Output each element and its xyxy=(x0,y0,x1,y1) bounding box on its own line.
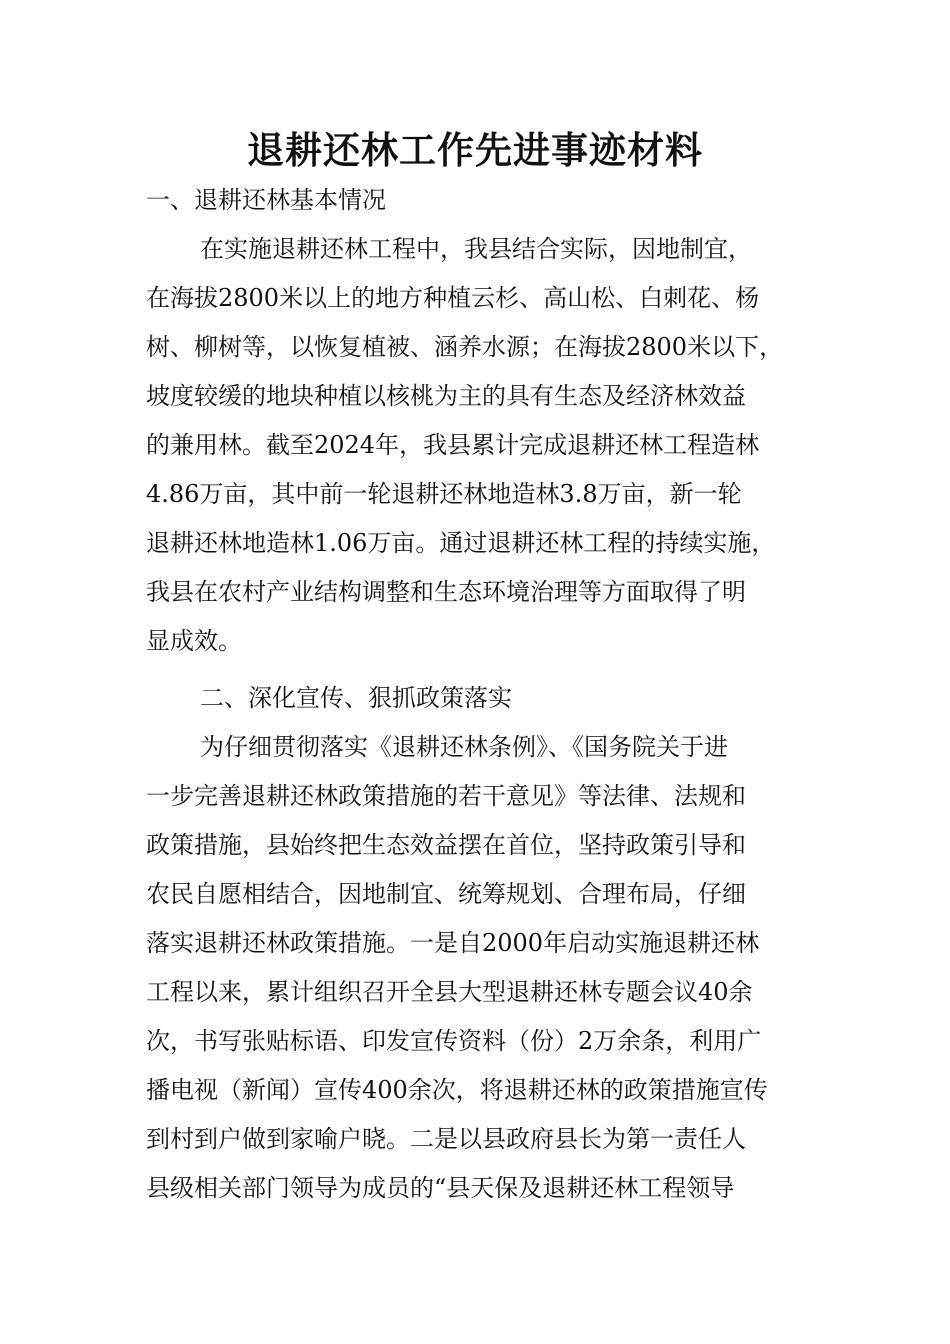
text-line: 退耕还林地造林1.06万亩。通过退耕还林工程的持续实施， xyxy=(146,529,776,557)
text-line: 县级相关部门领导为成员的“县天保及退耕还林工程领导 xyxy=(146,1174,735,1202)
text-line: 落实退耕还林政策措施。一是自2000年启动实施退耕还林 xyxy=(146,929,760,957)
text-line: 坡度较缓的地块种植以核桃为主的具有生态及经济林效益 xyxy=(146,382,746,410)
text-line: 播电视（新闻）宣传400余次，将退耕还林的政策措施宣传 xyxy=(146,1076,768,1104)
text-line: 的兼用林。截至2024年，我县累计完成退耕还林工程造林 xyxy=(146,431,760,459)
text-line: 为仔细贯彻落实《退耕还林条例》、《国务院关于进 xyxy=(200,733,728,761)
text-line: 4.86万亩，其中前一轮退耕还林地造林3.8万亩，新一轮 xyxy=(146,480,742,508)
section-heading-policy-implementation: 二、深化宣传、狠抓政策落实 xyxy=(200,684,512,712)
text-line: 次，书写张贴标语、印发宣传资料（份）2万余条，利用广 xyxy=(146,1027,762,1055)
text-line: 显成效。 xyxy=(146,627,242,655)
text-line: 到村到户做到家喻户晓。二是以县政府县长为第一责任人 xyxy=(146,1125,746,1153)
text-line: 在实施退耕还林工程中，我县结合实际，因地制宜， xyxy=(200,235,752,263)
text-line: 一步完善退耕还林政策措施的若干意见》等法律、法规和 xyxy=(146,782,746,810)
text-line: 在海拔2800米以上的地方种植云杉、高山松、白刺花、杨 xyxy=(146,284,760,312)
text-line: 树、柳树等，以恢复植被、涵养水源；在海拔2800米以下， xyxy=(146,333,784,361)
text-line: 政策措施，县始终把生态效益摆在首位，坚持政策引导和 xyxy=(146,831,746,859)
text-line: 工程以来，累计组织召开全县大型退耕还林专题会议40余 xyxy=(146,978,753,1006)
text-line: 农民自愿相结合，因地制宜、统筹规划、合理布局，仔细 xyxy=(146,880,746,908)
document-title: 退耕还林工作先进事迹材料 xyxy=(247,129,703,172)
paragraph-policy-implementation xyxy=(146,723,816,1213)
paragraph-basic-situation xyxy=(146,225,816,666)
section-heading-basic-situation: 一、退耕还林基本情况 xyxy=(146,186,386,214)
text-line: 我县在农村产业结构调整和生态环境治理等方面取得了明 xyxy=(146,578,746,606)
